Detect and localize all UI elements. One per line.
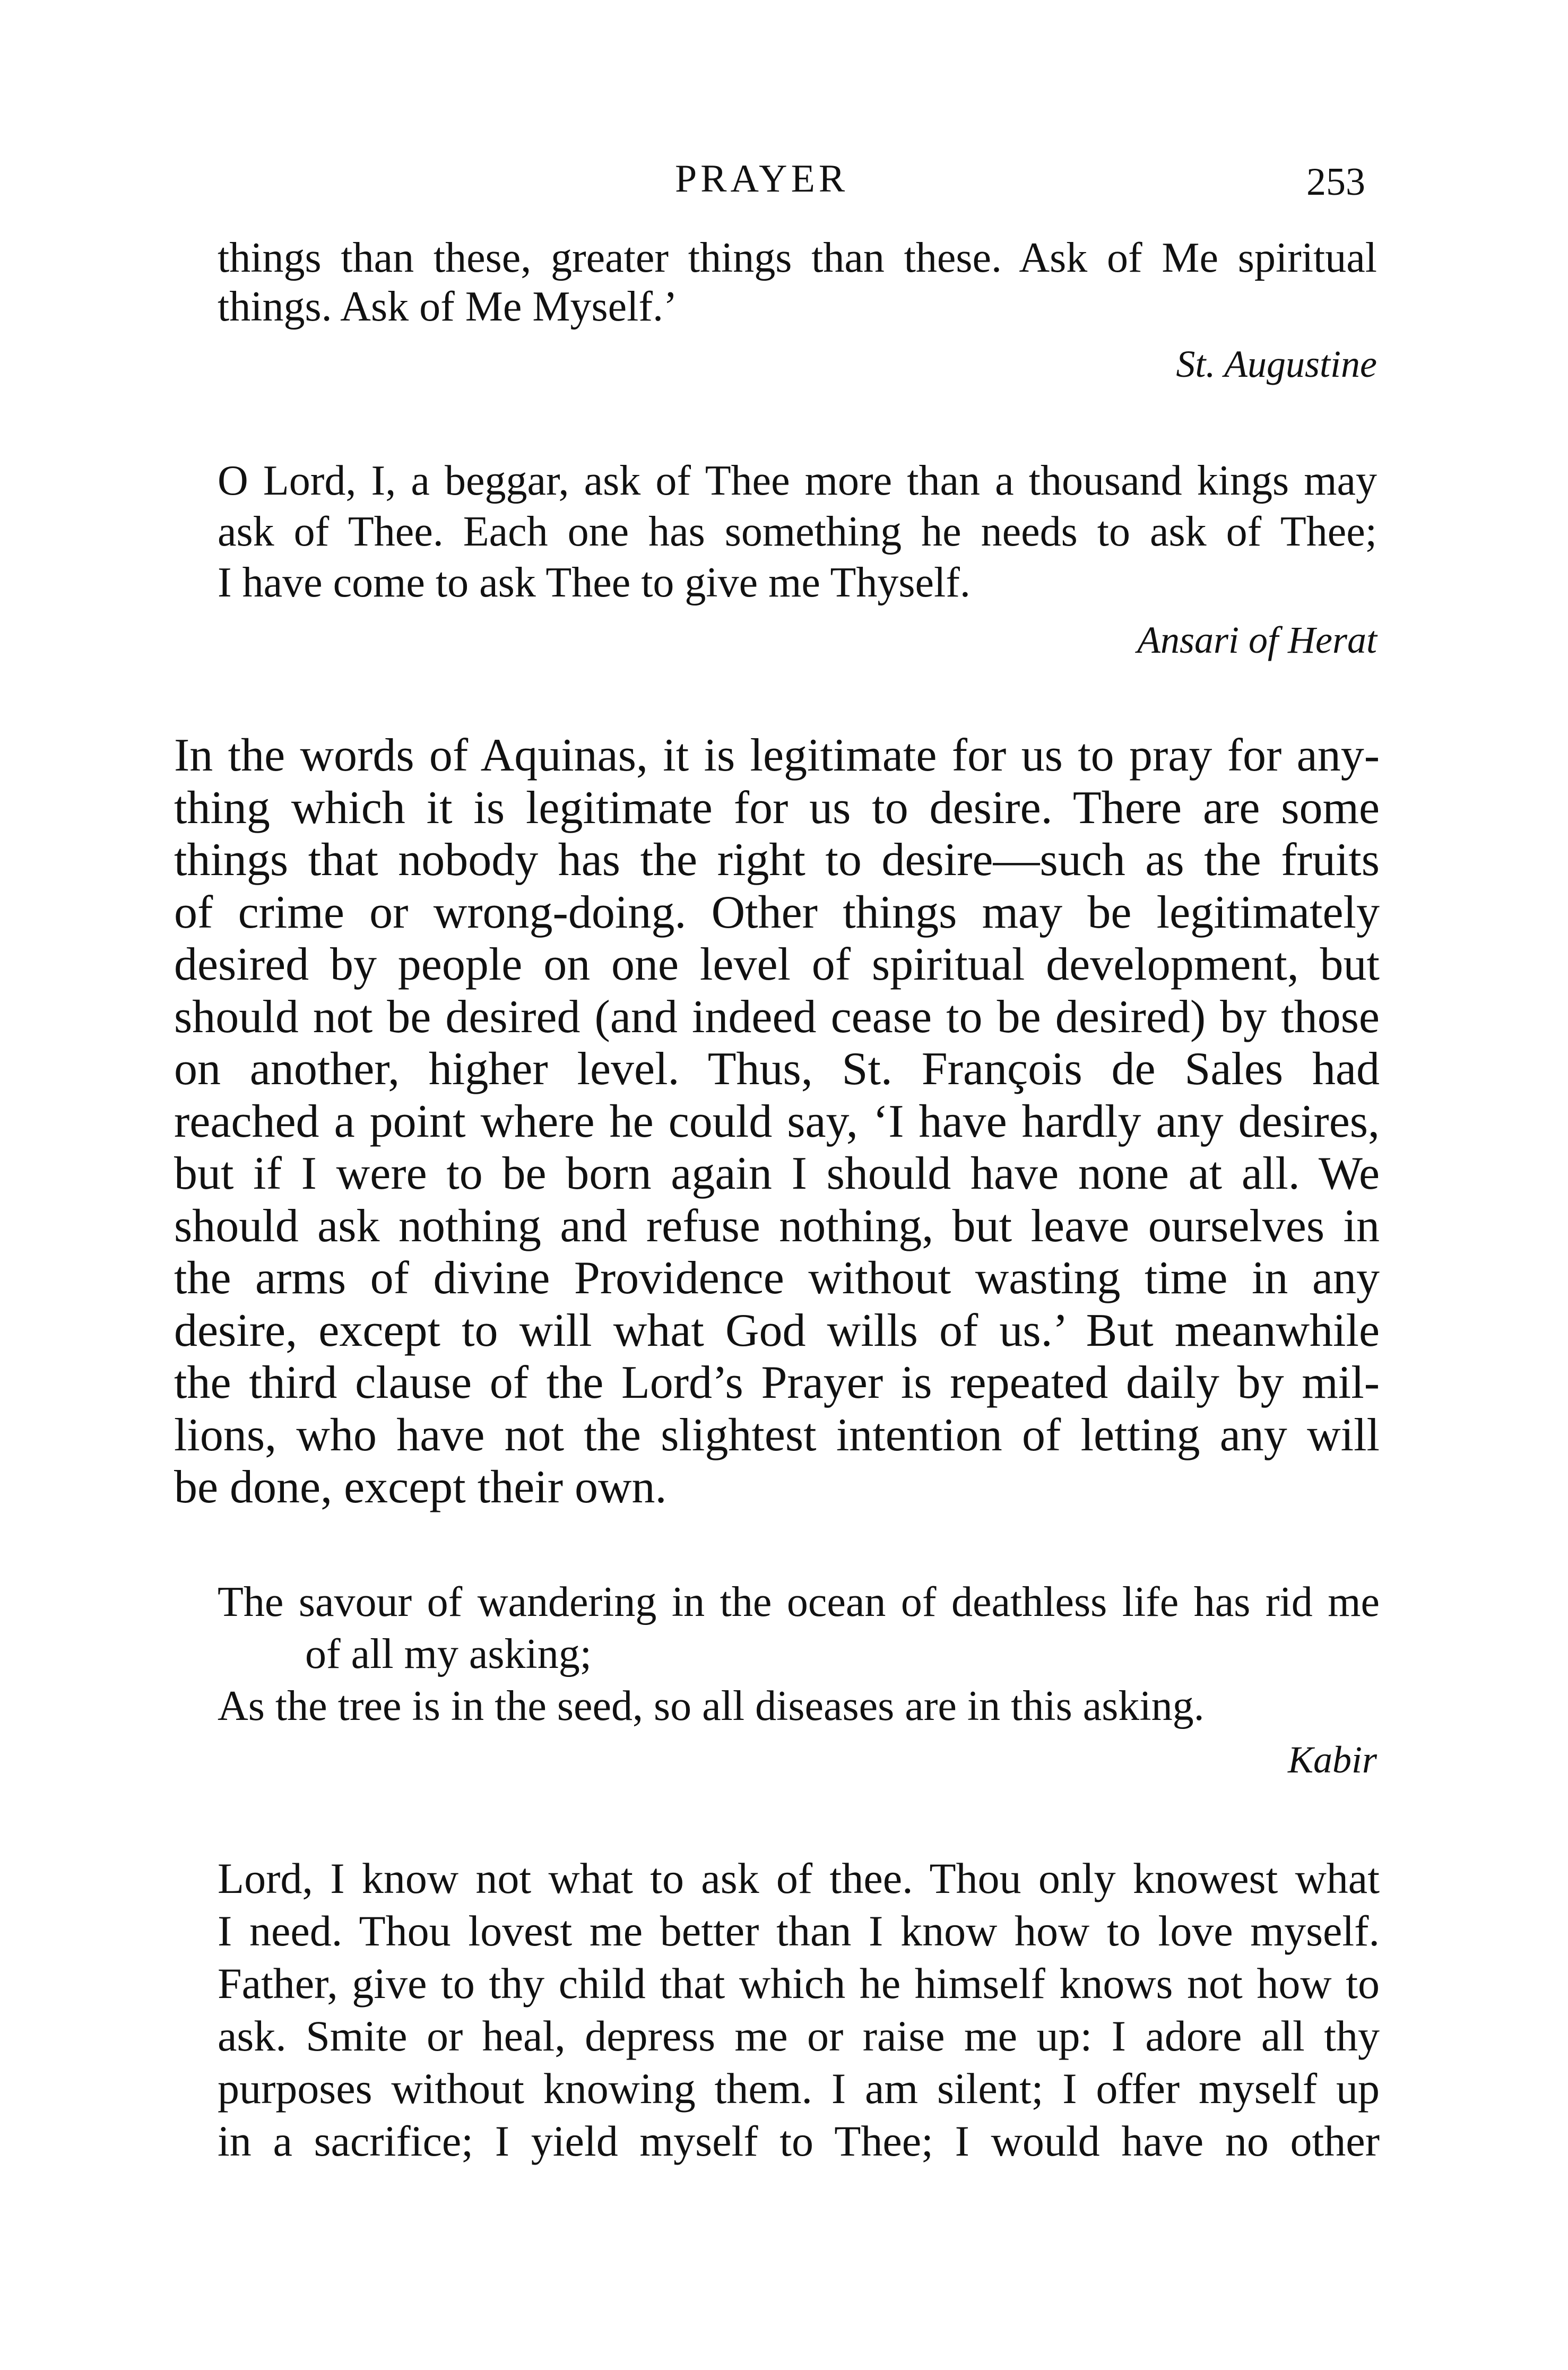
paragraph-line: reached a point where he could say, ‘I have hardly any desires, — [174, 1095, 1380, 1147]
quote-line: things. Ask of Me Myself.’ — [218, 283, 678, 330]
paragraph-line: be done, except their own. — [174, 1461, 667, 1513]
running-head-title: PRAYER — [675, 157, 849, 201]
attribution-augustine: St. Augustine — [1176, 343, 1377, 385]
body-paragraph — [174, 730, 1380, 1514]
quote-line: ask. Smite or heal, depress me or raise me up: I adore all thy — [218, 2012, 1380, 2060]
paragraph-line: but if I were to be born again I should have none at all. We — [174, 1148, 1380, 1199]
quote-line: ask of Thee. Each one has something he needs to ask of Thee; — [218, 508, 1377, 555]
quote-line: Lord, I know not what to ask of thee. Thou only knowest what — [218, 1854, 1380, 1902]
paragraph-line: lions, who have not the slightest intention of letting any will — [174, 1409, 1380, 1461]
quote-line: O Lord, I, a beggar, ask of Thee more than a thousand kings may — [218, 457, 1377, 504]
attribution-kabir: Kabir — [1287, 1738, 1377, 1781]
paragraph-line: the arms of divine Providence without wasting time in any — [174, 1252, 1380, 1304]
attribution-ansari: Ansari of Herat — [1137, 619, 1377, 661]
paragraph-line: thing which it is legitimate for us to desire. There are some — [174, 782, 1380, 834]
quote-line: As the tree is in the seed, so all diseases are in this asking. — [218, 1683, 1205, 1729]
paragraph-line: things that nobody has the right to desire—such as the fruits — [174, 834, 1380, 886]
paragraph-line: desired by people on one level of spiritual development, but — [174, 939, 1380, 990]
quote-kabir — [218, 1576, 1380, 1732]
quote-line: purposes without knowing them. I am silent; I offer myself up — [218, 2064, 1380, 2113]
page-number: 253 — [1306, 160, 1365, 204]
quote-line: Father, give to thy child that which he himself knows not how to — [218, 1959, 1380, 2008]
paragraph-line: In the words of Aquinas, it is legitimate for us to pray for any- — [174, 730, 1380, 781]
quote-line: in a sacrifice; I yield myself to Thee; I would have no other — [218, 2117, 1380, 2165]
quote-line: I need. Thou lovest me better than I know how to love myself. — [218, 1907, 1380, 1955]
quote-line: The savour of wandering in the ocean of deathless life has rid me — [218, 1579, 1380, 1625]
paragraph-line: desire, except to will what God wills of us.’ But meanwhile — [174, 1304, 1380, 1356]
quote-line: I have come to ask Thee to give me Thyself. — [218, 559, 971, 606]
paragraph-line: the third clause of the Lord’s Prayer is repeated daily by mil- — [174, 1357, 1380, 1408]
quote-line: of all my asking; — [305, 1631, 592, 1677]
paragraph-line: should not be desired (and indeed cease to be desired) by those — [174, 991, 1380, 1043]
quote-augustine — [218, 233, 1377, 331]
quote-line: things than these, greater things than these. Ask of Me spiritual — [218, 235, 1377, 281]
paragraph-line: of crime or wrong-doing. Other things may be legitimately — [174, 886, 1380, 938]
quote-final — [218, 1852, 1380, 2167]
quote-ansari — [218, 455, 1377, 608]
paragraph-line: should ask nothing and refuse nothing, but leave ourselves in — [174, 1200, 1380, 1252]
paragraph-line: on another, higher level. Thus, St. François de Sales had — [174, 1043, 1380, 1095]
